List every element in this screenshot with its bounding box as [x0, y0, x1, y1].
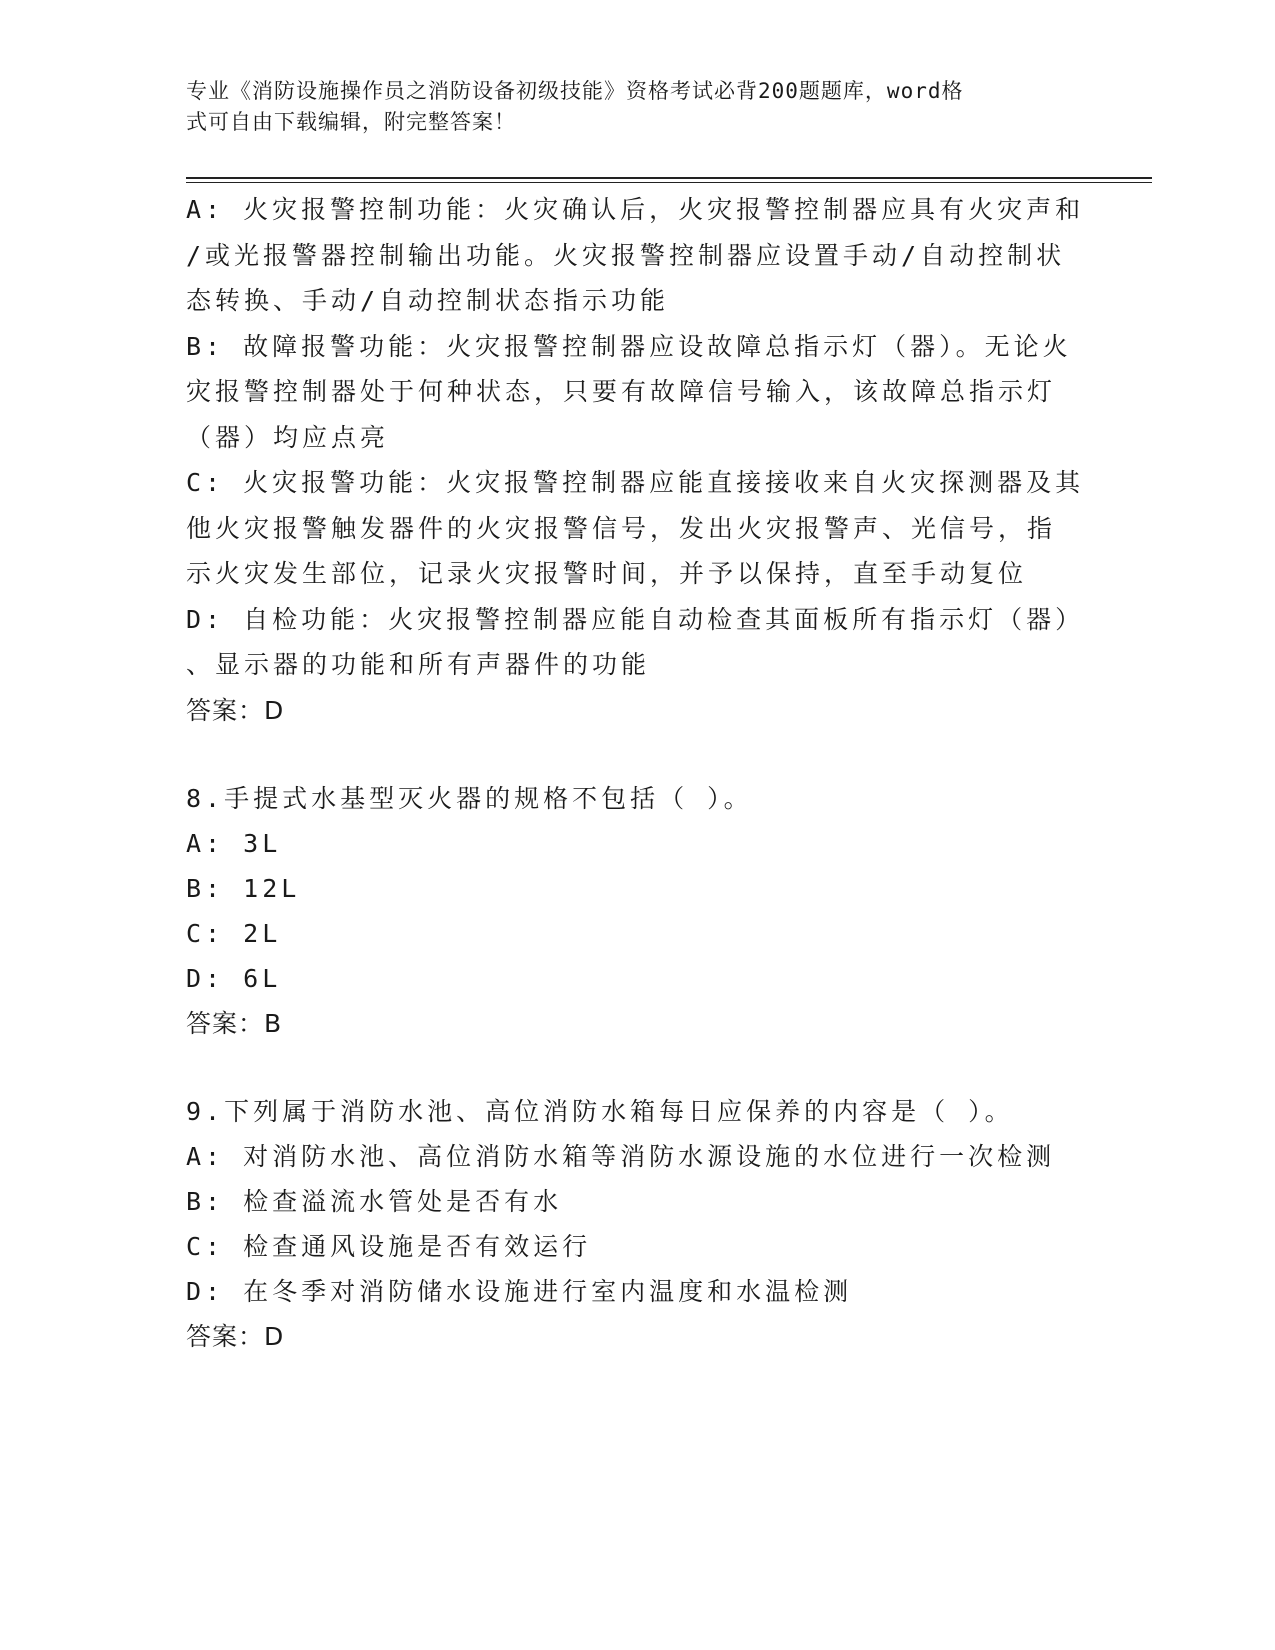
option-line: A: 火灾报警控制功能：火灾确认后，火灾报警控制器应具有火灾声和	[186, 195, 1085, 224]
question-9	[186, 1089, 1086, 1359]
header-line-2: 式可自由下载编辑，附完整答案！	[186, 110, 516, 134]
option-line: 态转换、手动/自动控制状态指示功能	[186, 286, 670, 315]
option-line: C: 火灾报警功能：火灾报警控制器应能直接接收来自火灾探测器及其	[186, 468, 1085, 497]
document-body	[186, 187, 1086, 1359]
header-line-1: 专业《消防设施操作员之消防设备初级技能》资格考试必背200题题库，word格	[186, 79, 964, 103]
question-stem: 9.下列属于消防水池、高位消防水箱每日应保养的内容是（ ）。	[186, 1097, 1014, 1126]
option-line: 他火灾报警触发器件的火灾报警信号，发出火灾报警声、光信号，指	[186, 513, 1057, 543]
question-8	[186, 776, 1086, 1046]
option-c: C: 检查通风设施是否有效运行	[186, 1232, 592, 1261]
option-d: D: 6L	[186, 964, 282, 993]
option-line: D: 自检功能：火灾报警控制器应能自动检查其面板所有指示灯（器）	[186, 604, 1085, 634]
continued-question	[186, 187, 1086, 733]
answer-line: 答案：D	[186, 695, 285, 725]
option-a: A: 3L	[186, 829, 282, 858]
option-line: 示火灾发生部位，记录火灾报警时间，并予以保持，直至手动复位	[186, 559, 1028, 588]
option-b: B: 12L	[186, 874, 301, 903]
answer-line: 答案：D	[186, 1322, 285, 1351]
document-header	[186, 76, 1066, 138]
option-d: D: 在冬季对消防储水设施进行室内温度和水温检测	[186, 1277, 853, 1306]
option-line: B: 故障报警功能：火灾报警控制器应设故障总指示灯（器）。无论火	[186, 331, 1072, 361]
option-line: （器）均应点亮	[186, 422, 390, 452]
option-line: 、显示器的功能和所有声器件的功能	[186, 650, 651, 679]
option-c: C: 2L	[186, 919, 282, 948]
option-line: /或光报警器控制输出功能。火灾报警控制器应设置手动/自动控制状	[186, 240, 1066, 270]
option-line: 灾报警控制器处于何种状态，只要有故障信号输入，该故障总指示灯	[186, 377, 1057, 406]
header-divider-thin	[186, 182, 1152, 183]
question-stem: 8.手提式水基型灭火器的规格不包括（ ）。	[186, 784, 753, 813]
option-a: A: 对消防水池、高位消防水箱等消防水源设施的水位进行一次检测	[186, 1142, 1056, 1171]
option-b: B: 检查溢流水管处是否有水	[186, 1187, 563, 1216]
answer-line: 答案：B	[186, 1009, 283, 1038]
header-divider-thick	[186, 177, 1152, 179]
